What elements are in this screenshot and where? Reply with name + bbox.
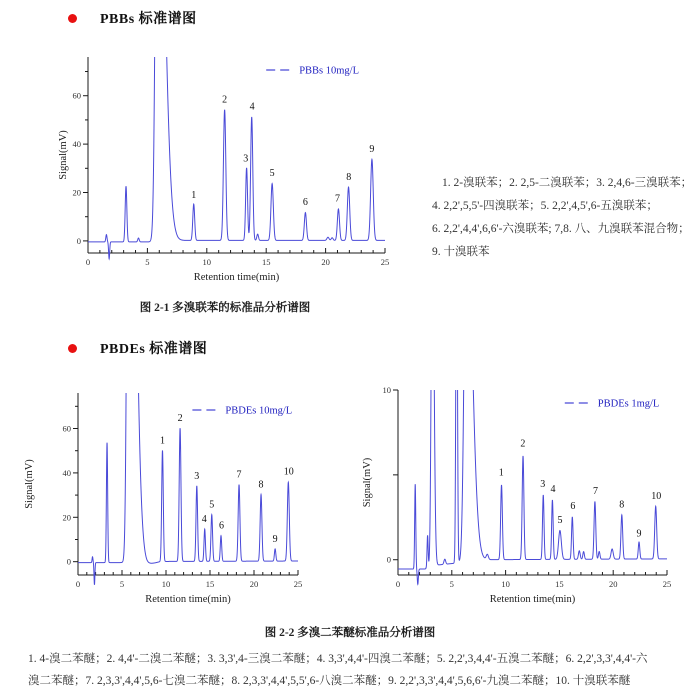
peak-label: 9 — [636, 528, 642, 540]
peak-label: 5 — [209, 499, 215, 511]
svg-text:0: 0 — [395, 579, 401, 589]
x-axis-label: Retention time(min) — [145, 594, 231, 605]
svg-text:5: 5 — [449, 579, 454, 589]
svg-text:10: 10 — [382, 385, 391, 395]
peak-label: 1 — [498, 467, 504, 479]
svg-text:15: 15 — [555, 579, 564, 589]
y-axis-label: Signal(mV) — [362, 457, 373, 508]
peak-label: 4 — [201, 514, 207, 526]
figure-2-1-caption: 图 2-1 多溴联苯的标准品分析谱图 — [139, 302, 311, 314]
y-axis-label: Signal(mV) — [58, 130, 69, 180]
pbdes-note-line: 溴二苯醚；7. 2,3,3',4,4',5,6-七溴二苯醚；8. 2,3,3',4,4',5,5',6-八溴二苯醚；9. 2,2',3,3',4,4',5,6,6'-九溴二苯醚；10. 十溴联苯醚 — [28, 675, 631, 687]
peak-label: 2 — [520, 438, 526, 450]
peak-label: 2 — [177, 413, 183, 425]
pbdes-1mg-chart — [358, 378, 697, 625]
svg-text:20: 20 — [321, 257, 330, 267]
legend-label: PBDEs 10mg/L — [225, 405, 293, 417]
svg-text:25: 25 — [380, 257, 390, 267]
pbdes-10mg-svg — [18, 378, 358, 620]
svg-text:25: 25 — [662, 579, 672, 589]
peak-label: 7 — [236, 469, 242, 481]
svg-text:60: 60 — [72, 90, 81, 101]
svg-text:0: 0 — [76, 235, 81, 246]
svg-text:40: 40 — [72, 139, 81, 150]
svg-text:10: 10 — [501, 579, 510, 589]
svg-text:0: 0 — [386, 554, 391, 565]
peak-label: 8 — [258, 479, 264, 491]
svg-text:60: 60 — [62, 423, 71, 434]
svg-text:5: 5 — [145, 257, 150, 267]
pbdes-10mg-chart — [18, 378, 358, 625]
section-title-pbbs: PBBs 标准谱图 — [100, 12, 197, 27]
pbdes-1mg-svg — [358, 378, 697, 620]
svg-text:5: 5 — [119, 579, 125, 589]
bullet-icon — [68, 344, 77, 353]
svg-text:20: 20 — [608, 579, 618, 589]
peak-label: 8 — [619, 499, 625, 511]
pbbs-10mg-svg — [58, 50, 398, 305]
peak-label: 2 — [222, 94, 228, 106]
peak-label: 6 — [218, 520, 224, 532]
peak-label: 7 — [334, 193, 340, 205]
peak-label: 3 — [194, 470, 200, 482]
pbbs-note-line: 1. 2-溴联苯；2. 2,5-二溴联苯；3. 2,4,6-三溴联苯； — [442, 177, 693, 189]
chromatogram-trace — [88, 50, 385, 259]
pbbs-note-line: 9. 十溴联苯 — [432, 246, 490, 258]
x-axis-label: Retention time(min) — [489, 594, 576, 605]
pbbs-peak-list — [432, 172, 692, 264]
peak-label: 8 — [346, 171, 352, 183]
peak-label: 10 — [283, 466, 294, 478]
svg-text:25: 25 — [293, 579, 303, 589]
peak-label: 6 — [302, 197, 308, 209]
svg-text:40: 40 — [62, 467, 71, 478]
pbdes-peak-list — [28, 648, 648, 692]
svg-text:20: 20 — [249, 579, 259, 589]
pbbs-note-line: 4. 2,2',5,5'-四溴联苯；5. 2,2',4,5',6-五溴联苯； — [432, 200, 658, 212]
peak-label: 5 — [557, 514, 563, 526]
svg-text:10: 10 — [161, 579, 171, 589]
peak-label: 7 — [592, 485, 598, 497]
y-axis-label: Signal(mV) — [24, 459, 35, 509]
pbbs-note-line: 6. 2,2',4,4',6,6'-六溴联苯; 7,8. 八、九溴联苯混合物； — [432, 223, 690, 235]
svg-text:10: 10 — [202, 257, 212, 267]
peak-label: 1 — [159, 435, 165, 447]
peak-label: 10 — [651, 491, 662, 503]
pbbs-chart — [58, 50, 398, 310]
peak-label: 4 — [550, 484, 556, 496]
pbdes-note-line: 1. 4-溴二苯醚；2. 4,4'-二溴二苯醚；3. 3,3',4-三溴二苯醚；4. 3,3',4,4'-四溴二苯醚；5. 2,2',3,4,4'-五溴二苯醚；6. 2,2',3,3',4,4'-六 — [28, 653, 648, 665]
svg-text:0: 0 — [75, 579, 81, 589]
svg-text:20: 20 — [72, 187, 81, 198]
legend-label: PBDEs 1mg/L — [597, 398, 660, 410]
svg-text:15: 15 — [261, 257, 271, 267]
svg-text:15: 15 — [205, 579, 215, 589]
bullet-icon — [68, 14, 77, 23]
x-axis-label: Retention time(min) — [193, 272, 280, 283]
svg-text:0: 0 — [66, 556, 71, 567]
svg-text:0: 0 — [85, 257, 91, 267]
peak-label: 9 — [369, 144, 375, 155]
section-title-pbdes: PBDEs 标准谱图 — [100, 342, 208, 357]
peak-label: 3 — [243, 153, 249, 165]
figure-2-2-caption: 图 2-2 多溴二苯醚标准品分析谱图 — [264, 627, 436, 639]
legend-label: PBBs 10mg/L — [299, 65, 360, 77]
svg-text:20: 20 — [62, 512, 71, 523]
peak-label: 5 — [269, 168, 275, 180]
peak-label: 6 — [570, 501, 576, 513]
peak-label: 9 — [272, 534, 278, 546]
peak-label: 1 — [191, 189, 197, 201]
peak-label: 3 — [540, 479, 546, 491]
peak-label: 4 — [249, 101, 255, 113]
